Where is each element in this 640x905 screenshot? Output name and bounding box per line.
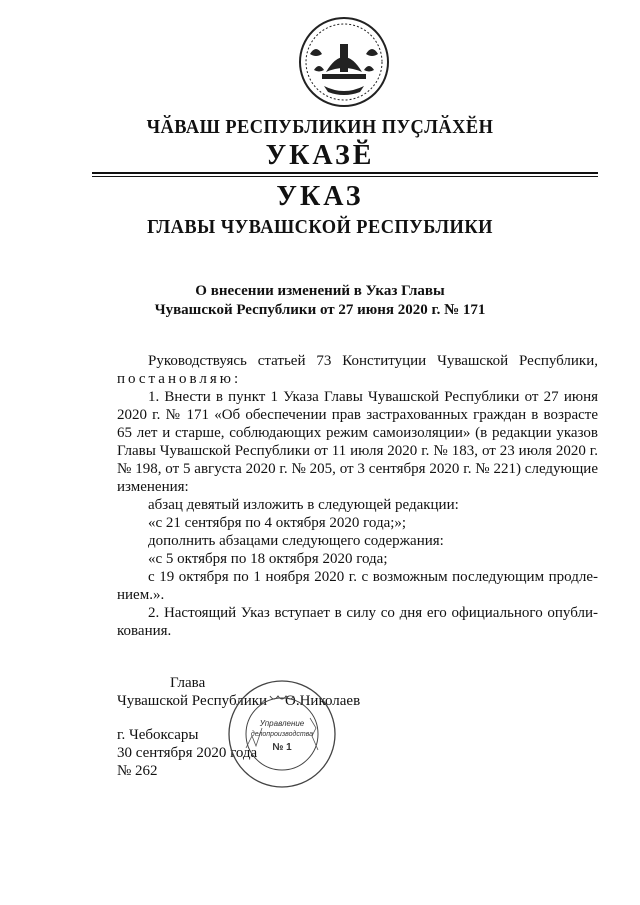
signature-title-2: Чувашской Республики — [117, 693, 268, 709]
chuvash-ukaz-title: УКАЗӖ — [265, 140, 375, 171]
body-line: «с 21 сентября по 4 октября 2020 года;»; — [148, 515, 407, 531]
body-line: постановляю: — [117, 371, 242, 387]
body-line: кования. — [117, 623, 172, 639]
coat-of-arms-emblem — [296, 14, 392, 110]
body-line: «с 5 октября по 18 октября 2020 года; — [148, 551, 388, 567]
body-line: с 19 октября по 1 ноября 2020 г. с возможным последующим продле- — [148, 569, 598, 585]
body-line: 2. Настоящий Указ вступает в силу со дня его официального опубли- — [148, 605, 598, 621]
header-divider-thick — [92, 172, 598, 174]
official-stamp — [226, 678, 338, 790]
stamp-number: № 1 — [272, 742, 292, 753]
body-line: 65 лет и старше, соблюдающих режим самоизоляции» (в редакции указов — [117, 425, 598, 441]
body-line: 2020 г. № 171 «Об обеспечении прав застрахованных граждан в возрасте — [117, 407, 598, 423]
body-line: абзац девятый изложить в следующей редакции: — [148, 497, 459, 513]
signature-title-1: Глава — [170, 675, 206, 691]
issue-date: 30 сентября 2020 года — [117, 745, 258, 761]
body-line: изменения: — [117, 479, 189, 495]
header-divider-thin — [92, 176, 598, 177]
issue-city: г. Чебоксары — [117, 727, 199, 743]
signatory-name: О.Николаев — [285, 693, 361, 709]
decree-number: № 262 — [117, 763, 158, 779]
body-line: нием.». — [117, 587, 165, 603]
body-line: Главы Чувашской Республики от 11 июля 2020 г. № 183, от 23 июля 2020 г. — [117, 443, 598, 459]
body-line: дополнить абзацами следующего содержания: — [148, 533, 444, 549]
decree-subject — [0, 282, 640, 320]
stamp-text-2: делопроизводства — [250, 731, 314, 738]
body-line: Руководствуясь статьей 73 Конституции Чувашской Республики, — [148, 353, 598, 369]
body-line: 1. Внести в пункт 1 Указа Главы Чувашской Республики от 27 июня — [148, 389, 598, 405]
subject-line-2: Чувашской Республики от 27 июня 2020 г. № 171 — [154, 302, 486, 318]
ukaz-title: УКАЗ — [276, 181, 364, 212]
organ-title: ГЛАВЫ ЧУВАШСКОЙ РЕСПУБЛИКИ — [147, 216, 493, 238]
chuvash-header-title: ЧӐВАШ РЕСПУБЛИКИН ПУҪЛӐХӖН — [146, 116, 494, 138]
body-line: № 198, от 5 августа 2020 г. № 205, от 3 сентября 2020 г. № 221) следующие — [117, 461, 598, 477]
stamp-text-1: Управление — [259, 719, 305, 728]
subject-line-1: О внесении изменений в Указ Главы — [195, 283, 445, 299]
